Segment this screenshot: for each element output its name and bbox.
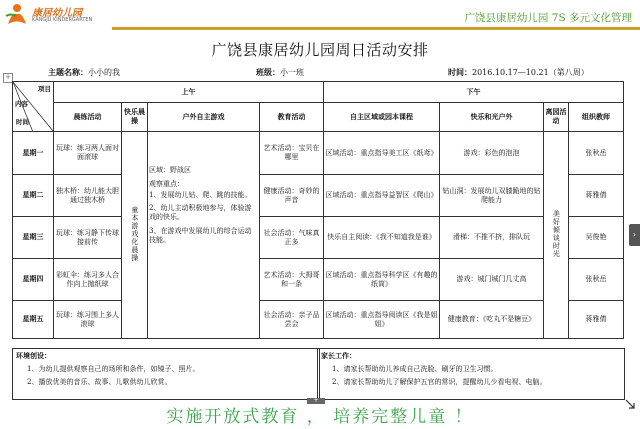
logo-english-name: KANGJU KINDERGARTEN <box>32 17 93 23</box>
warmup-cell: 独木桥：幼儿能大胆通过独木桥 <box>54 175 122 217</box>
sun-cell: 游戏：城门城门几丈高 <box>440 259 544 301</box>
page-title: 广饶县康居幼儿园周日活动安排 <box>211 41 429 59</box>
col-leave: 离园活动 <box>544 103 569 132</box>
kindergarten-logo <box>4 2 116 28</box>
table-move-handle[interactable]: + <box>3 73 13 83</box>
col-fruit: 快乐晨操 <box>122 103 148 132</box>
child-logo-icon <box>4 2 30 28</box>
corner-header-cell <box>13 82 54 132</box>
area-cell: 区域活动：重点指导美工区《纸鸢》 <box>324 132 440 175</box>
corner-project: 项目 <box>38 85 51 93</box>
class-value: 小一班 <box>280 68 304 77</box>
morning-header: 上午 <box>54 82 324 103</box>
area-cell: 区域活动：重点指导科学区《有趣的纸筒》 <box>324 259 440 301</box>
edu-cell: 艺术活动：宝贝在哪里 <box>260 132 324 175</box>
environment-title: 环境创设： <box>16 351 51 360</box>
theme-label: 主题名称： <box>48 67 88 77</box>
col-area: 自主区域或园本课程 <box>324 103 440 132</box>
day-label: 星期四 <box>13 259 54 301</box>
outdoor-point-3: 3、在游戏中发展幼儿的综合运动技能。 <box>149 226 252 244</box>
outdoor-point-2: 2、幼儿主动积极地参与，体验游戏的快乐。 <box>149 204 252 221</box>
time-label: 时间： <box>448 67 472 77</box>
sun-cell: 钻山洞：发展幼儿双膝跪地的钻爬能力 <box>440 175 544 217</box>
edu-cell: 社会活动：气味真正多 <box>260 217 324 259</box>
col-teacher: 组织教师 <box>569 103 624 132</box>
environment-box <box>12 348 320 400</box>
parent-work-box <box>317 348 625 400</box>
expand-right-icon[interactable]: › <box>629 224 640 246</box>
table-row <box>13 259 624 301</box>
area-cell: 区域活动：重点指导阅读区《我是姐姐》 <box>324 301 440 339</box>
table-row <box>13 217 624 259</box>
corner-time: 时间 <box>16 118 29 126</box>
afternoon-header: 下午 <box>324 82 624 103</box>
corner-content: 内容 <box>15 100 28 108</box>
top-banner <box>0 0 640 28</box>
col-warmup: 晨练活动 <box>54 103 122 132</box>
environment-line-1: 1、为幼儿提供观察自己的场所和条件，如镜子、照片。 <box>27 365 200 373</box>
resize-arrow-icon[interactable] <box>624 398 636 410</box>
teacher-cell: 张秋岳 <box>569 132 624 175</box>
teacher-cell: 蒋雅倩 <box>569 175 624 217</box>
schedule-table <box>12 81 624 339</box>
leave-merged-text: 美好倾谈时光 <box>552 209 561 258</box>
leave-merged-cell <box>544 132 569 339</box>
day-label: 星期三 <box>13 217 54 259</box>
edu-cell: 社会活动：亲子品尝会 <box>260 301 324 339</box>
theme-meta <box>48 67 120 78</box>
table-row <box>13 175 624 217</box>
area-cell: 区域活动：重点指导益智区《爬山》 <box>324 175 440 217</box>
teacher-cell: 张秋岳 <box>569 259 624 301</box>
time-value: 2016.10.17—10.21（第八周） <box>472 68 589 77</box>
fruit-merged-cell <box>122 132 148 339</box>
parent-work-line-1: 1、请家长帮助幼儿养成自己洗脸、刷牙的卫生习惯。 <box>332 365 498 373</box>
fruit-merged-text: 童本游戏化晨操 <box>130 205 139 262</box>
teacher-cell: 蒋雅倩 <box>569 301 624 339</box>
outdoor-area-line: 区域：野战区 <box>149 166 191 174</box>
logo-chinese-name: 康居幼儿园 <box>32 8 82 19</box>
warmup-cell: 彩虹伞：练习多人合作向上抛纸球 <box>54 259 122 301</box>
sun-cell: 游戏：彩色的泡泡 <box>440 132 544 175</box>
parent-work-title: 家长工作： <box>321 351 356 360</box>
warmup-cell: 玩球：练习两人面对面滚球 <box>54 132 122 175</box>
slogan: 实施开放式教育 ， 培养完整儿童 ！ <box>166 407 474 427</box>
col-outdoor: 户外自主游戏 <box>148 103 260 132</box>
edu-cell: 健康活动：奇妙的声音 <box>260 175 324 217</box>
sun-cell: 健康教育：《吃丸不是糖豆》 <box>440 301 544 339</box>
expand-down-icon[interactable]: + <box>307 398 325 404</box>
edu-cell: 艺术活动：大拇哥和一条 <box>260 259 324 301</box>
parent-work-line-2: 2、请家长帮助幼儿了解保护五官的常识，提醒幼儿少看电视、电脑。 <box>332 378 547 386</box>
environment-line-2: 2、播放优美的音乐、故事、儿歌供幼儿欣赏。 <box>27 378 172 386</box>
warmup-cell: 玩球：练习围上多人滚球 <box>54 301 122 339</box>
col-edu: 教育活动 <box>260 103 324 132</box>
table-row <box>13 301 624 339</box>
theme-value: 小小的我 <box>88 68 120 77</box>
teacher-cell: 吴俊艳 <box>569 217 624 259</box>
day-label: 星期五 <box>13 301 54 339</box>
table-row <box>13 132 624 175</box>
sun-cell: 滑梯：不推不挤，排队玩 <box>440 217 544 259</box>
outdoor-merged-cell <box>148 132 260 339</box>
outdoor-focus-label: 观察重点： <box>149 179 184 188</box>
header-rule-green <box>112 29 640 30</box>
area-cell: 快乐自主阅读：《我不知道我是谁》 <box>324 217 440 259</box>
class-meta <box>256 67 304 78</box>
day-label: 星期二 <box>13 175 54 217</box>
day-label: 星期一 <box>13 132 54 175</box>
header-culture-text: 广饶县康居幼儿园 7S 多元文化管理 <box>464 12 632 24</box>
class-label: 班级： <box>256 67 280 77</box>
col-sun: 快乐和光户外 <box>440 103 544 132</box>
outdoor-point-1: 1、发展幼儿钻、爬、跳的技能。 <box>149 190 252 199</box>
warmup-cell: 玩球：练习静下传球接前传 <box>54 217 122 259</box>
time-meta <box>448 67 589 78</box>
